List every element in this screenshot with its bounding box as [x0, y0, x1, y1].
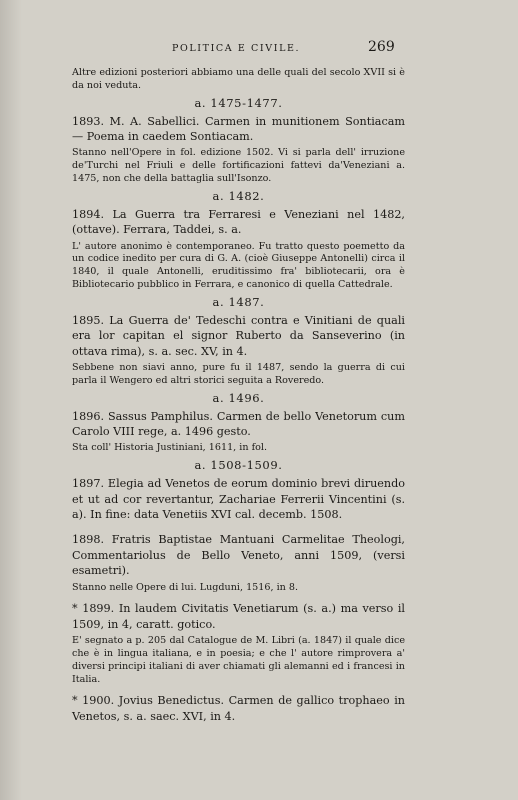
note-paragraph: Altre edizioni posteriori abbiamo una delle quali del secolo XVII si è da noi veduta. — [72, 67, 405, 91]
date-heading: a. 1482. — [212, 188, 265, 203]
date-heading: a. 1496. — [212, 390, 265, 405]
page-gutter-shadow — [0, 0, 22, 800]
date-heading: a. 1487. — [212, 294, 265, 309]
bibliography-entry-1893: 1893. M. A. Sabellici. Carmen in munitionem Sontiacam — Poema in caedem Sontiacam. — [72, 114, 405, 143]
note-paragraph: Sta coll' Historia Justiniani, 1611, in fol. — [72, 442, 268, 454]
bibliography-entry-1899: * 1899. In laudem Civitatis Venetiarum (s. a.) ma verso il 1509, in 4, caratt. gotico. — [72, 602, 405, 631]
page-number: 269 — [368, 39, 395, 55]
bibliography-entry-1897: 1897. Elegia ad Venetos de eorum dominio brevi diruendo et ut ad cor revertantur, Zachariae Ferrerii Vincentini (s. a). In fine: data Venetiis XVI cal. decemb. 1508. — [72, 477, 405, 522]
note-paragraph: L' autore anonimo è contemporaneo. Fu tratto questo poemetto da un codice inedito per cura di G. A. (cioè Giuseppe Antonelli) circa il 1840, il quale Antonelli, eruditissimo fra' bibliotecarii, ora è Bibliotecario pubblico in Ferrara, e canonico di quella Cattedrale. — [72, 240, 405, 290]
bibliography-entry-1896: 1896. Sassus Pamphilus. Carmen de bello Venetorum cum Carolo VIII rege, a. 1496 gesto. — [72, 409, 405, 439]
note-paragraph: Stanno nell'Opere in fol. edizione 1502. Vi si parla dell' irruzione de'Turchi nel Friuli e delle fortificazioni fattevi da'Veneziani a. 1475, non che della battaglia sull'Isonzo. — [72, 147, 405, 184]
note-paragraph: Stanno nelle Opere di lui. Lugduni, 1516, in 8. — [72, 581, 299, 593]
page-body — [72, 67, 405, 727]
note-paragraph: Sebbene non siavi anno, pure fu il 1487, sendo la guerra di cui parla il Wengero ed altri storici seguita a Roveredo. — [72, 362, 405, 386]
running-header: POLITICA E CIVILE. — [172, 43, 301, 54]
bibliography-entry-1900: * 1900. Jovius Benedictus. Carmen de gallico trophaeo in Venetos, s. a. saec. XVI, in 4. — [72, 694, 405, 723]
date-heading: a. 1508-1509. — [194, 458, 283, 473]
bibliography-entry-1895: 1895. La Guerra de' Tedeschi contra e Vinitiani de quali era lor capitan el signor Ruberto da Sanseverino (in ottava rima), s. a. sec. XV, in 4. — [72, 313, 405, 358]
bibliography-entry-1898: 1898. Fratris Baptistae Mantuani Carmelitae Theologi, Commentariolus de Bello Veneto, anni 1509, (versi esametri). — [72, 533, 405, 578]
date-heading: a. 1475-1477. — [194, 95, 283, 110]
bibliography-entry-1894: 1894. La Guerra tra Ferraresi e Veneziani nel 1482, (ottave). Ferrara, Taddei, s. a. — [72, 207, 405, 237]
note-paragraph: E' segnato a p. 205 dal Catalogue de M. Libri (a. 1847) il quale dice che è in lingua italiana, e in poesia; e che l' autore rimprovera a' diversi principi italiani di aver chiamati gli alemanni ed i francesi in Italia. — [72, 635, 405, 685]
